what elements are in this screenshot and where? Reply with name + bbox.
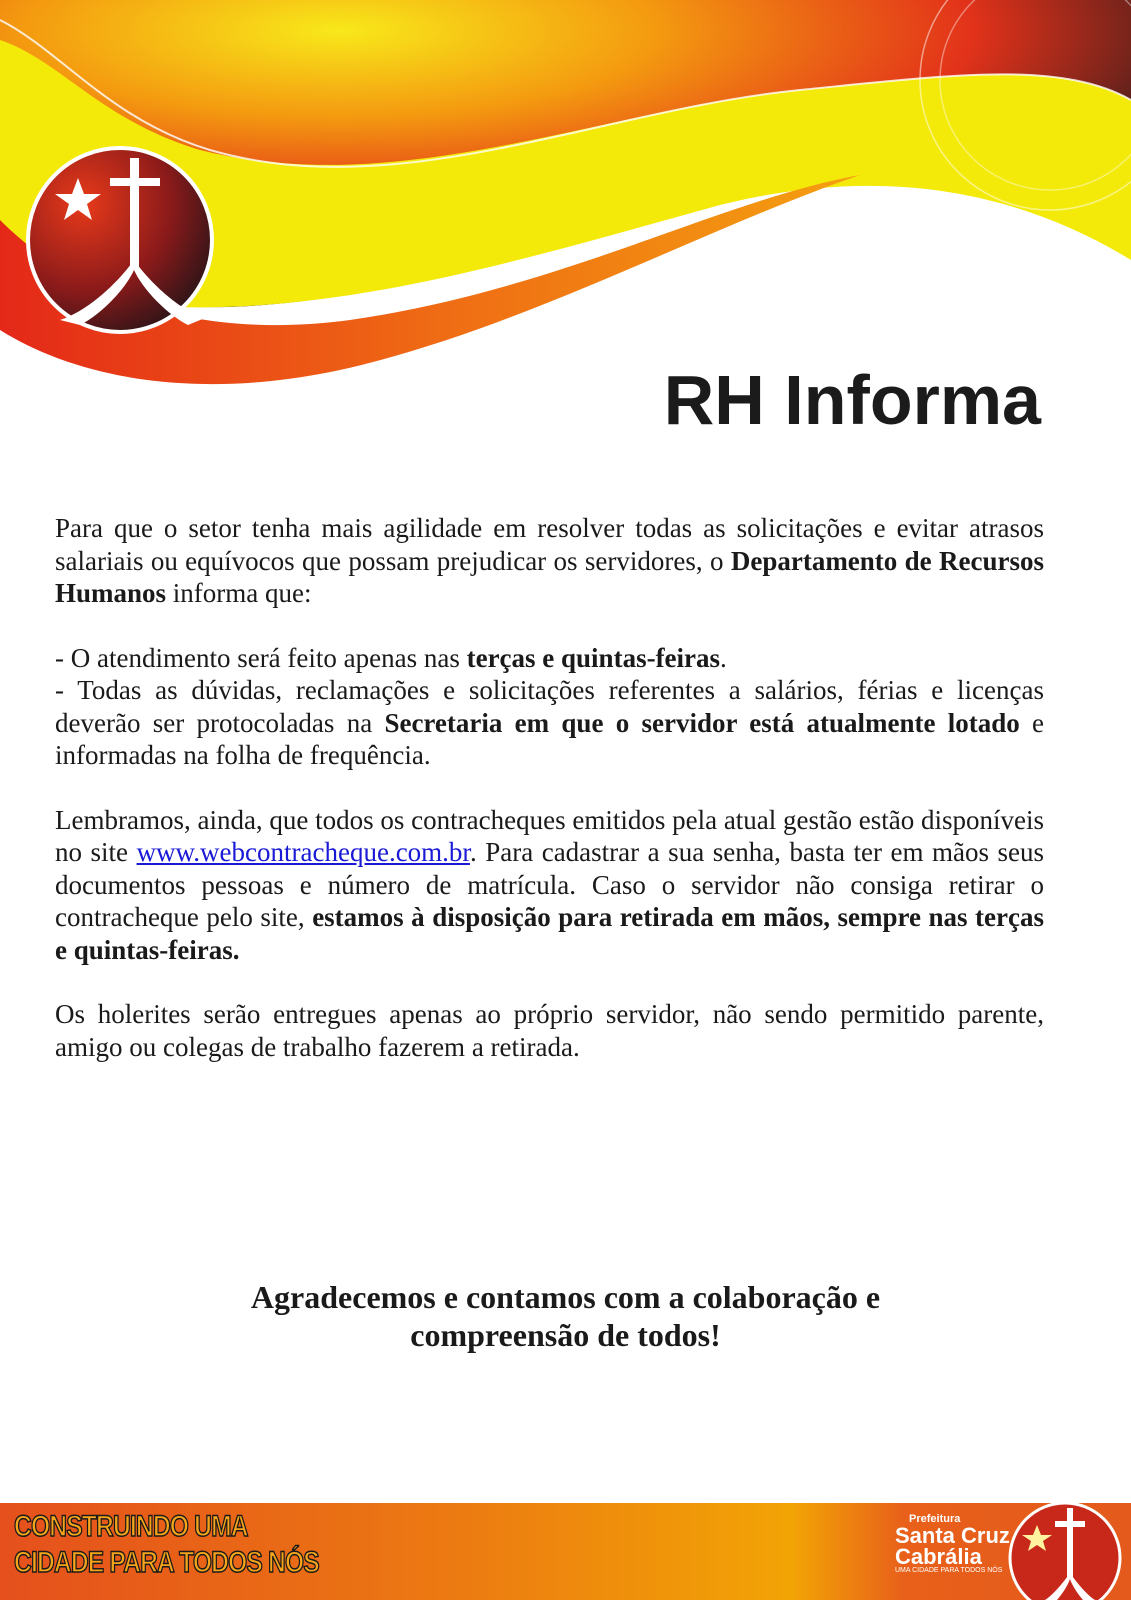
thanks-line-2: compreensão de todos! [410, 1317, 721, 1353]
city-logo-emblem [28, 148, 212, 332]
rule-1-text: - O atendimento será feito apenas nas [55, 642, 467, 673]
intro-text: Para que o setor tenha mais agilidade em resolver todas as solicitações e evitar atrasos salariais ou equívocos que possam prejudicar os servidores, o [55, 513, 1044, 576]
page-title: RH Informa [663, 361, 1041, 439]
rule-1-days: terças e quintas-feiras [466, 642, 721, 673]
department-name: Departamento de Recursos Humanos [55, 545, 1045, 608]
intro-paragraph [55, 512, 1044, 610]
webcontracheque-link[interactable]: www.webcontracheque.com.br [136, 837, 470, 867]
rule-2-end: e informadas na folha de frequência. [55, 707, 1045, 770]
slogan-line-1: CONSTRUINDO UMA [14, 1510, 248, 1543]
brand-name-1: Santa Cruz [895, 1523, 1010, 1548]
header-wave-banner [0, 0, 1131, 420]
thanks-message [0, 1278, 1131, 1354]
thanks-line-1: Agradecemos e contamos com a colaboração e [250, 1279, 881, 1315]
payslip-bold: estamos à disposição para retirada em mãos, sempre nas terças e quintas-feiras. [55, 902, 1044, 965]
holerites-paragraph: Os holerites serão entregues apenas ao próprio servidor, não sendo permitido parente, amigo ou colegas de trabalho fazerem a retirada. [55, 999, 1044, 1062]
prefeitura-brand [895, 1513, 1010, 1574]
brand-prefix: Prefeitura [909, 1513, 961, 1525]
intro-text-end: informa que: [166, 578, 312, 608]
footer-emblem-icon [1005, 1503, 1131, 1600]
footer-slogan [14, 1509, 319, 1581]
rule-2-text: - Todas as dúvidas, reclamações e solicitações referentes a salários, férias e licenças deverão ser protocoladas na [55, 675, 1044, 738]
rule-2-bold: Secretaria em que o servidor está atualmente lotado [384, 707, 1020, 738]
notice-body [55, 512, 1044, 1095]
rules-paragraph [55, 642, 1044, 772]
payslip-paragraph [55, 804, 1044, 967]
brand-name-2: Cabrália [895, 1544, 982, 1569]
rule-1-end: . [720, 642, 727, 673]
brand-tagline: UMA CIDADE PARA TODOS NÓS [895, 1567, 1003, 1574]
footer-banner [0, 1503, 1131, 1600]
slogan-line-2: CIDADE PARA TODOS NÓS [14, 1546, 319, 1579]
payslip-text: Lembramos, ainda, que todos os contracheques emitidos pela atual gestão estão disponíveis no site [55, 804, 1044, 867]
payslip-text-2: . Para cadastrar a sua senha, basta ter em mãos seus documentos pessoas e número de matrícula. Caso o servidor não consiga retirar o contracheque pelo site, [55, 837, 1044, 932]
